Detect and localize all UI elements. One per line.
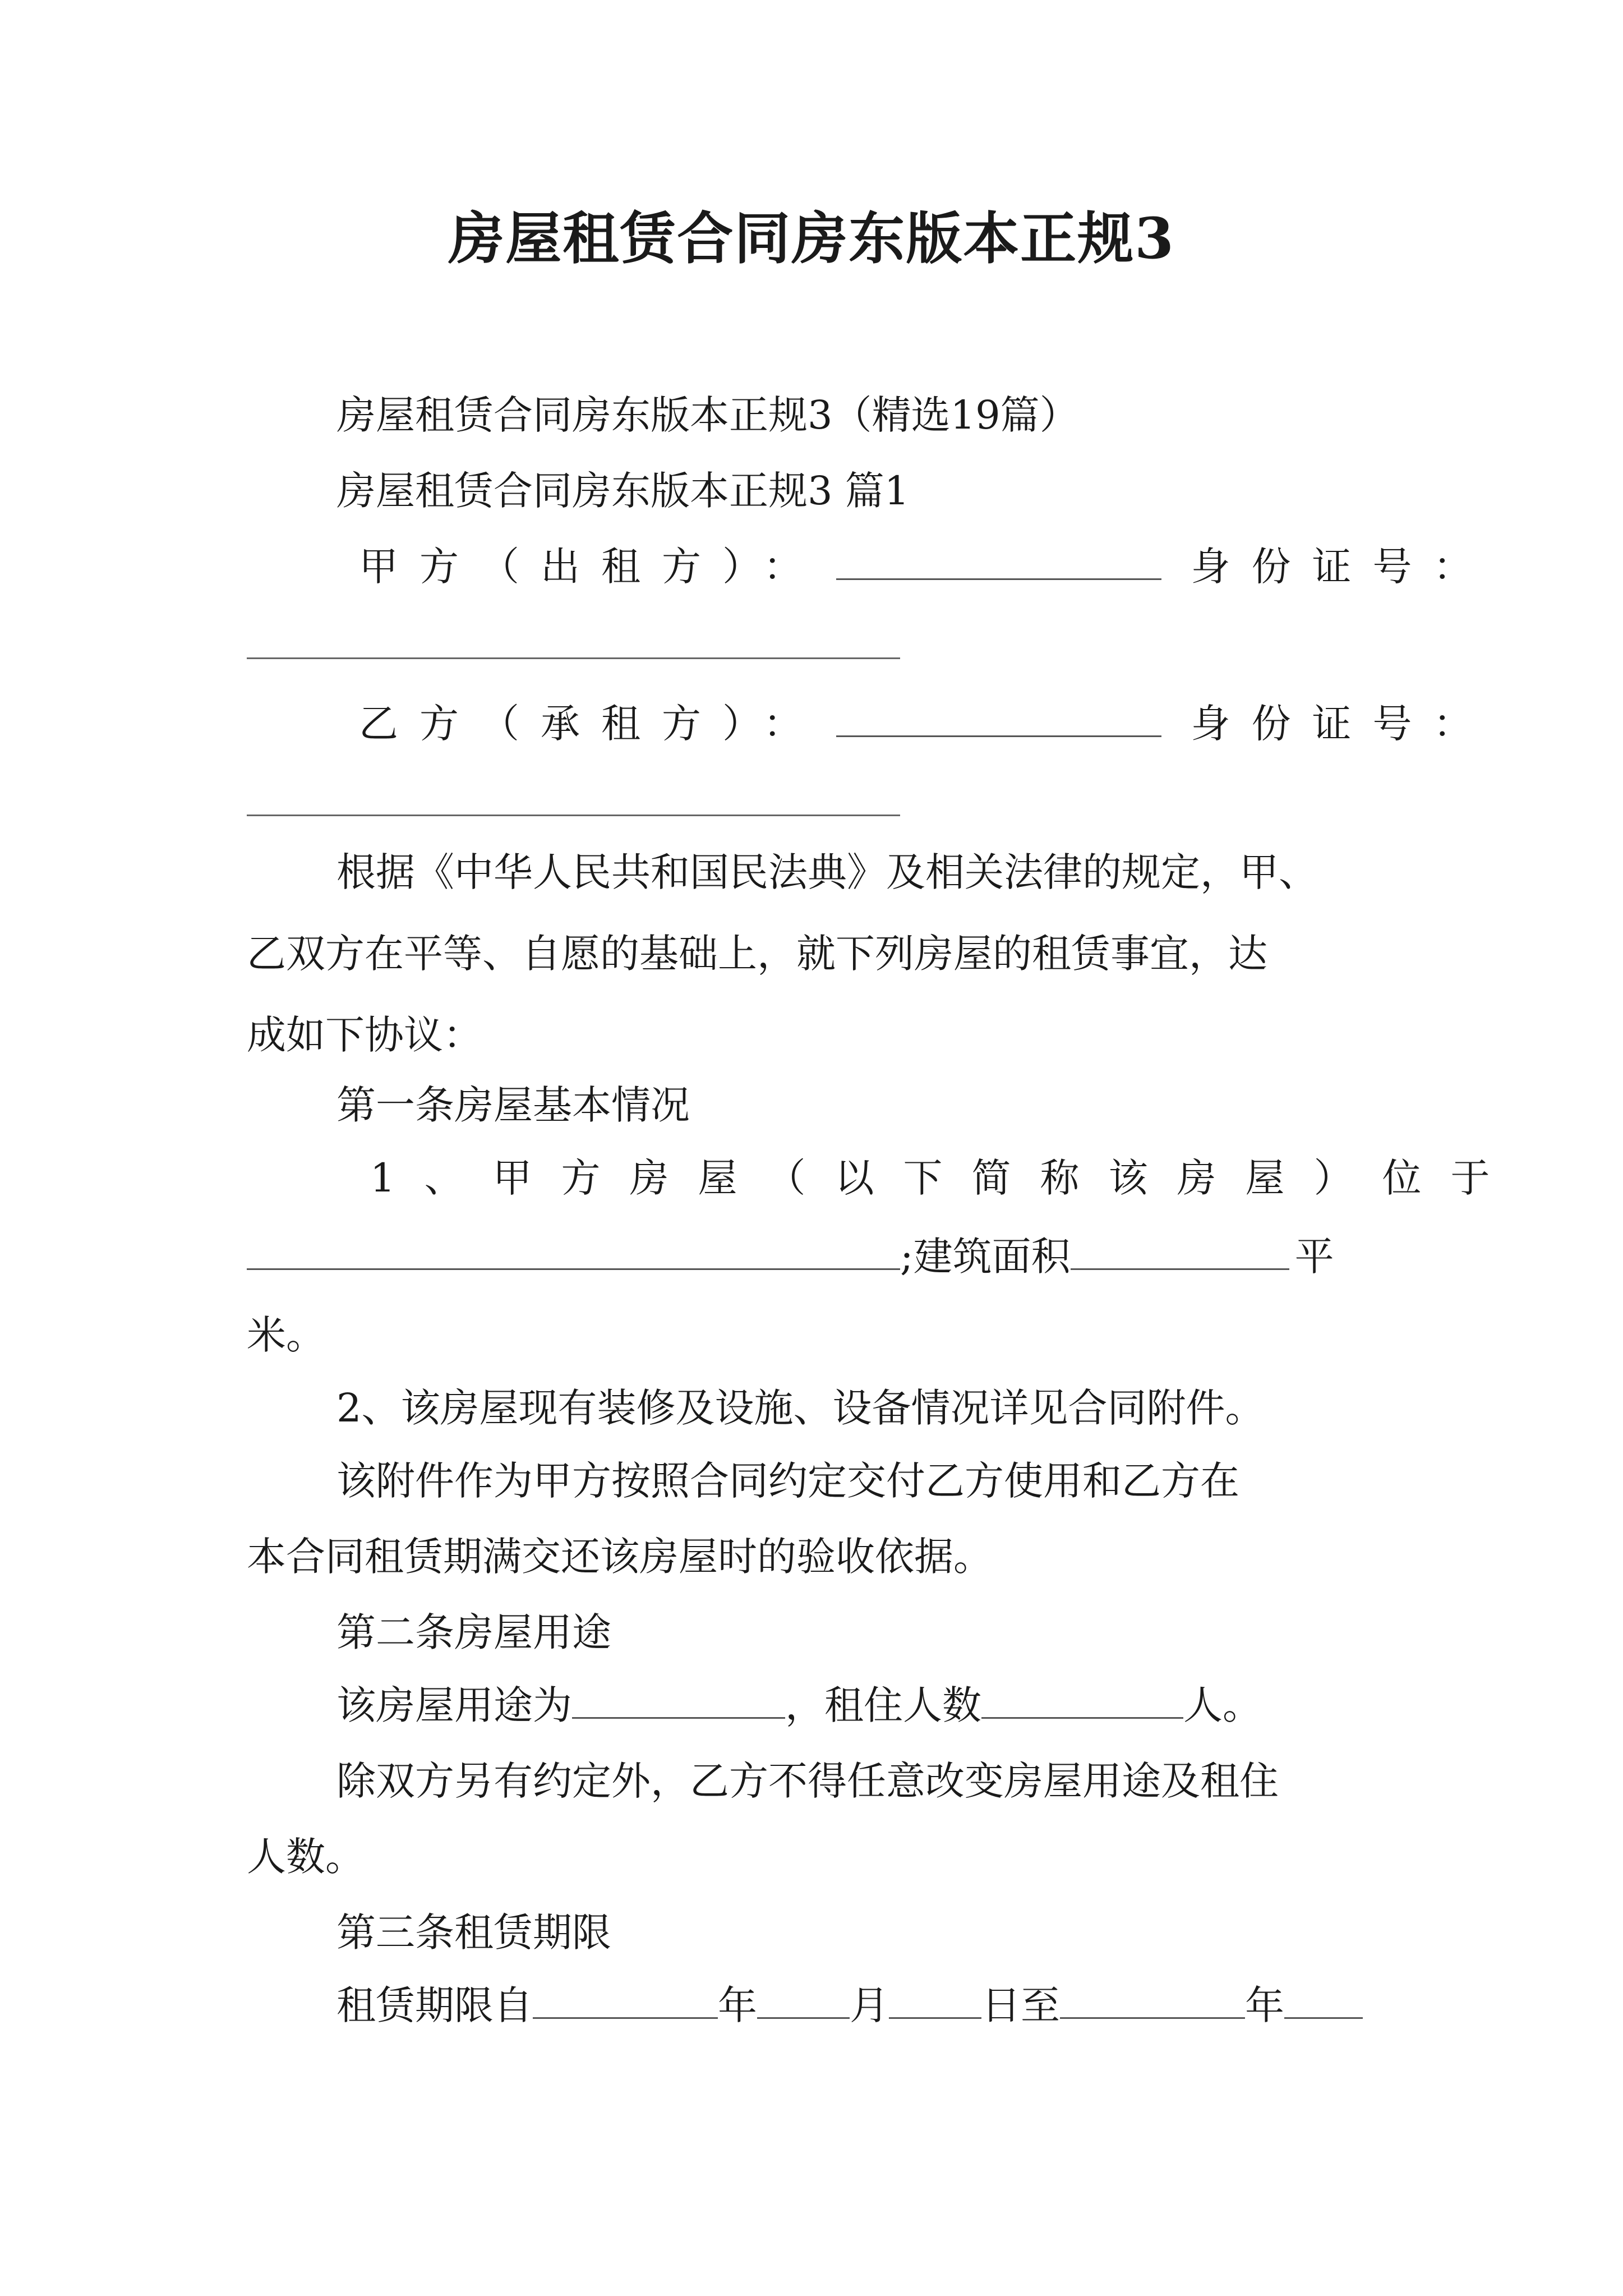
party-b-name-blank xyxy=(836,696,1161,737)
item-1-area-row xyxy=(247,1228,1380,1285)
item-1-end: 米。 xyxy=(247,1312,325,1358)
start-day-label: 日至 xyxy=(981,1982,1060,2028)
annex-line-2: 本合同租赁期满交还该房屋时的验收依据。 xyxy=(247,1534,993,1580)
article-3-title: 第三条租赁期限 xyxy=(336,1910,611,1955)
item-2-text: 2、该房屋现有装修及设施、设备情况详见合同附件。 xyxy=(336,1385,1265,1431)
term-prefix: 租赁期限自 xyxy=(336,1982,533,2028)
party-b-id-blank xyxy=(247,815,900,816)
area-blank xyxy=(1071,1229,1289,1270)
end-month-blank xyxy=(1284,1978,1363,2019)
usage-blank xyxy=(572,1678,785,1719)
start-month-blank xyxy=(757,1978,850,2019)
term-row xyxy=(336,1977,1380,2033)
party-b-label: 乙方（承租方）： xyxy=(359,701,824,747)
address-blank xyxy=(247,1229,900,1270)
restrict-line-2: 人数。 xyxy=(247,1834,365,1880)
restrict-line-1: 除双方另有约定外，乙方不得任意改变房屋用途及租住 xyxy=(336,1758,1279,1804)
area-unit: 平 xyxy=(1294,1234,1334,1280)
annex-line-1: 该附件作为甲方按照合同约定交付乙方使用和乙方在 xyxy=(336,1458,1239,1504)
start-month-label: 月 xyxy=(850,1982,889,2028)
occupants-blank xyxy=(981,1678,1183,1719)
party-a-id-blank xyxy=(247,657,900,659)
document-title: 房屋租赁合同房东版本正规3 xyxy=(448,205,1175,272)
intro-line-3: 成如下协议： xyxy=(247,1012,482,1058)
usage-end: 人。 xyxy=(1183,1682,1262,1728)
intro-line-2: 乙双方在平等、自愿的基础上，就下列房屋的租赁事宜，达 xyxy=(247,931,1267,977)
party-a-label: 甲方（出租方）： xyxy=(359,544,824,590)
intro-line-1: 根据《中华人民共和国民法典》及相关法律的规定，甲、 xyxy=(336,849,1318,895)
document-subtitle: 房屋租赁合同房东版本正规3（精选19篇） xyxy=(336,392,1079,438)
section-heading: 房屋租赁合同房东版本正规3 篇1 xyxy=(336,468,910,514)
usage-prefix: 该房屋用途为 xyxy=(336,1682,572,1728)
usage-mid: ，租住人数 xyxy=(785,1682,981,1728)
start-day-blank xyxy=(889,1978,981,2019)
party-a-id-label: 身份证号： xyxy=(1191,544,1494,590)
end-year-label: 年 xyxy=(1245,1982,1284,2028)
party-b-row xyxy=(359,696,1494,752)
usage-row xyxy=(336,1677,1380,1733)
end-year-blank xyxy=(1060,1978,1245,2019)
party-b-id-label: 身份证号： xyxy=(1191,701,1494,747)
area-label: ;建筑面积 xyxy=(900,1234,1071,1280)
article-2-title: 第二条房屋用途 xyxy=(336,1609,611,1655)
item-1-text: 1、甲方房屋（以下简称该房屋）位于 xyxy=(370,1155,1519,1201)
article-1-title: 第一条房屋基本情况 xyxy=(336,1082,690,1128)
start-year-blank xyxy=(533,1978,718,2019)
party-a-name-blank xyxy=(836,539,1161,580)
party-a-row xyxy=(359,539,1494,595)
start-year-label: 年 xyxy=(718,1982,757,2028)
